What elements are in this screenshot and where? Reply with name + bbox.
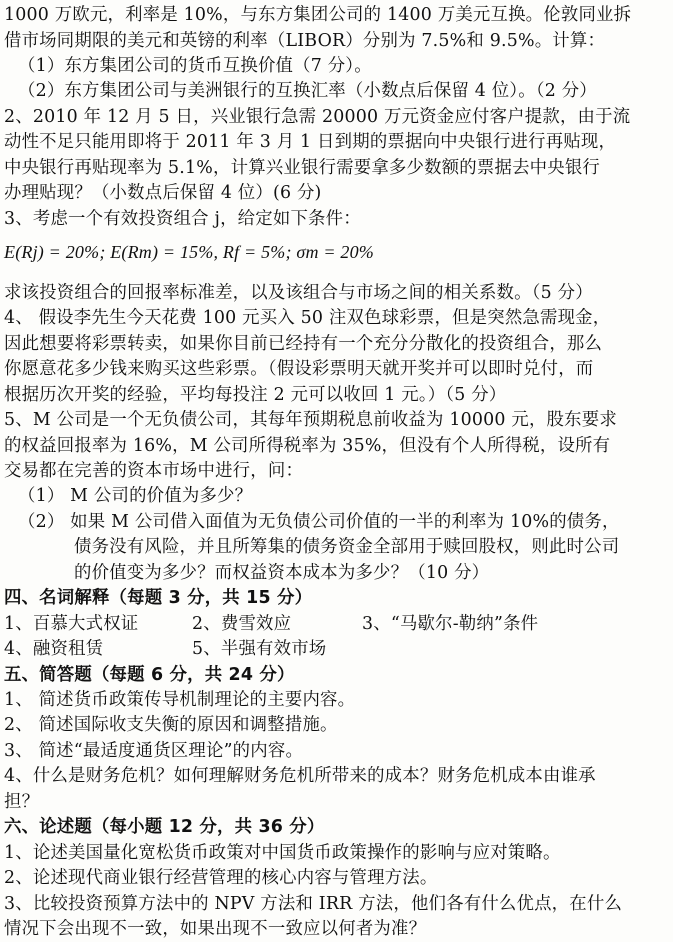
text-line: 交易都在完善的资本市场中进行，问：	[4, 461, 304, 482]
text-line: 2、论述现代商业银行经营管理的核心内容与管理方法。	[4, 868, 438, 889]
text-line: 5、M 公司是一个无负债公司，其每年预期税息前收益为 10000 元，股东要求	[4, 410, 617, 431]
formula-line: E(Rj) = 20%; E(Rm) = 15%, Rf = 5%; σm = 20%	[4, 241, 374, 262]
text-line: 2、2010 年 12 月 5 日，兴业银行急需 20000 万元资金应付客户提款，由于流	[4, 106, 631, 127]
text-line: 的价值变为多少？而权益资本成本为多少？（10 分）	[74, 562, 490, 583]
text-line: 4、 假设李先生今天花费 100 元买入 50 注双色球彩票，但是突然急需现金，	[4, 308, 611, 329]
section-heading: 五、简答题（每题 6 分，共 24 分）	[4, 664, 295, 685]
text-line: 的权益回报率为 16%，M 公司所得税率为 35%，但没有个人所得税，设所有	[4, 435, 611, 456]
text-line: 因此想要将彩票转卖，如果你目前已经持有一个充分分散化的投资组合，那么	[4, 333, 603, 354]
text-line: （2）东方集团公司与美洲银行的互换汇率（小数点后保留 4 位）。（2 分）	[18, 81, 597, 102]
text-line: 你愿意花多少钱来购买这些彩票。（假设彩票明天就开奖并可以即时兑付，而	[4, 359, 594, 380]
text-line: 3、考虑一个有效投资组合 j，给定如下条件：	[4, 208, 361, 229]
text-line: 1000 万欧元，利率是 10%，与东方集团公司的 1400 万美元互换。伦敦同业拆	[4, 5, 632, 25]
text-line: （2） 如果 M 公司借入面值为无负债公司价值的一半的利率为 10%的债务，	[18, 511, 620, 532]
exam-page	[4, 4, 666, 938]
term-item: 2、费雪效应	[192, 613, 292, 634]
section-heading: 四、名词解释（每题 3 分，共 15 分）	[4, 588, 313, 609]
text-line: 办理贴现？（小数点后保留 4 位）(6 分)	[4, 183, 322, 204]
term-item: 5、半强有效市场	[192, 639, 327, 660]
text-line: 1、 简述货币政策传导机制理论的主要内容。	[4, 690, 356, 710]
text-line: （1） M 公司的价值为多少？	[18, 486, 253, 507]
text-line: 求该投资组合的回报率标准差，以及该组合与市场之间的相关系数。（5 分）	[4, 282, 593, 303]
text-line: 4、什么是财务危机？如何理解财务危机所带来的成本？财务危机成本由谁承	[4, 766, 596, 787]
term-item: 1、百慕大式权证	[4, 613, 139, 634]
text-line: 中央银行再贴现率为 5.1%，计算兴业银行需要拿多少数额的票据去中央银行	[4, 157, 601, 178]
text-line: 债务没有风险，并且所筹集的债务资金全部用于赎回股权，则此时公司	[74, 537, 620, 558]
text-line: 3、 简述“最适度通货区理论”的内容。	[4, 740, 304, 761]
section-heading: 六、论述题（每小题 12 分，共 36 分）	[4, 817, 325, 838]
term-item: 4、融资租赁	[4, 639, 104, 660]
text-line: 根据历次开奖的经验，平均每投注 2 元可以收回 1 元。）（5 分）	[4, 384, 507, 405]
text-line: 3、比较投资预算方法中的 NPV 方法和 IRR 方法，他们各有什么优点，在什么	[4, 893, 623, 914]
term-item: 3、“马歇尔-勒纳”条件	[362, 613, 539, 634]
text-line: 动性不足只能用即将于 2011 年 3 月 1 日到期的票据向中央银行进行再贴现，	[4, 132, 617, 153]
text-line: 1、论述美国量化宽松货币政策对中国货币政策操作的影响与应对策略。	[4, 842, 561, 863]
text-line: 担？	[4, 791, 40, 812]
text-line: 2、 简述国际收支失衡的原因和调整措施。	[4, 715, 338, 736]
text-line: 情况下会出现不一致，如果出现不一致应以何者为准？	[4, 919, 427, 939]
text-line: 借市场同期限的美元和英镑的利率（LIBOR）分别为 7.5%和 9.5%。计算：	[4, 31, 606, 52]
text-line: （1）东方集团公司的货币互换价值（7 分）。	[18, 55, 372, 76]
